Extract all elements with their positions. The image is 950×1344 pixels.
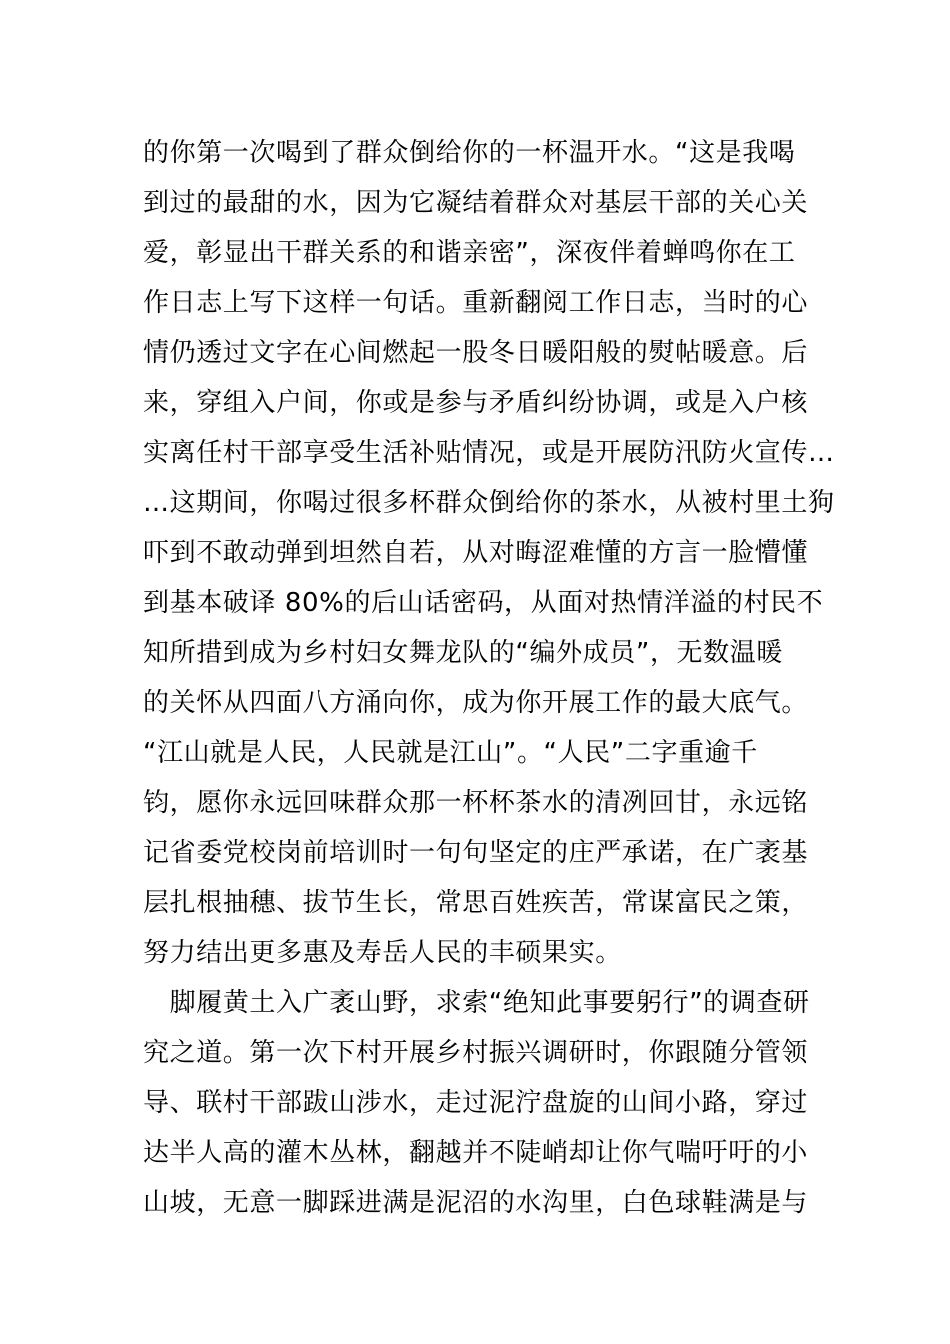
text-line: 作日志上写下这样一句话。重新翻阅工作日志，当时的心	[143, 288, 809, 318]
text-line: 究之道。第一次下村开展乡村振兴调研时，你跟随分管领	[143, 1038, 809, 1068]
text-line: 的你第一次喝到了群众倒给你的一杯温开水。“这是我喝	[143, 138, 796, 168]
text-line: 到基本破译 80%的后山话密码，从面对热情洋溢的村民不	[143, 588, 824, 618]
text-line: 来，穿组入户间，你或是参与矛盾纠纷协调，或是入户核	[143, 388, 809, 418]
text-line: 导、联村干部跋山涉水，走过泥泞盘旋的山间小路，穿过	[143, 1088, 809, 1118]
text-line: 达半人高的灌木丛林，翻越并不陡峭却让你气喘吁吁的小	[143, 1138, 809, 1168]
text-line: …这期间，你喝过很多杯群众倒给你的茶水，从被村里土狗	[143, 488, 835, 518]
body-text	[143, 128, 835, 1228]
text-line: 努力结出更多惠及寿岳人民的丰硕果实。	[143, 938, 622, 968]
text-line: 脚履黄土入广袤山野，求索“绝知此事要躬行”的调查研	[143, 988, 810, 1018]
text-line: 到过的最甜的水，因为它凝结着群众对基层干部的关心关	[143, 188, 809, 218]
text-line: 吓到不敢动弹到坦然自若，从对晦涩难懂的方言一脸懵懂	[143, 538, 809, 568]
text-line: 层扎根抽穗、拔节生长，常思百姓疾苦，常谋富民之策，	[143, 888, 809, 918]
text-line: 爱，彰显出干群关系的和谐亲密”，深夜伴着蝉鸣你在工	[143, 238, 796, 268]
text-line: 知所措到成为乡村妇女舞龙队的“编外成员”，无数温暖	[143, 638, 783, 668]
text-line: 山坡，无意一脚踩进满是泥沼的水沟里，白色球鞋满是与	[143, 1188, 809, 1218]
text-line: 情仍透过文字在心间燃起一股冬日暖阳般的熨帖暖意。后	[143, 338, 809, 368]
text-line: “江山就是人民，人民就是江山”。“人民”二字重逾千	[143, 738, 758, 768]
text-line: 钧，愿你永远回味群众那一杯杯茶水的清冽回甘，永远铭	[143, 788, 809, 818]
text-line: 记省委党校岗前培训时一句句坚定的庄严承诺，在广袤基	[143, 838, 809, 868]
text-line: 的关怀从四面八方涌向你，成为你开展工作的最大底气。	[143, 688, 809, 718]
text-line: 实离任村干部享受生活补贴情况，或是开展防汛防火宣传…	[143, 438, 835, 468]
